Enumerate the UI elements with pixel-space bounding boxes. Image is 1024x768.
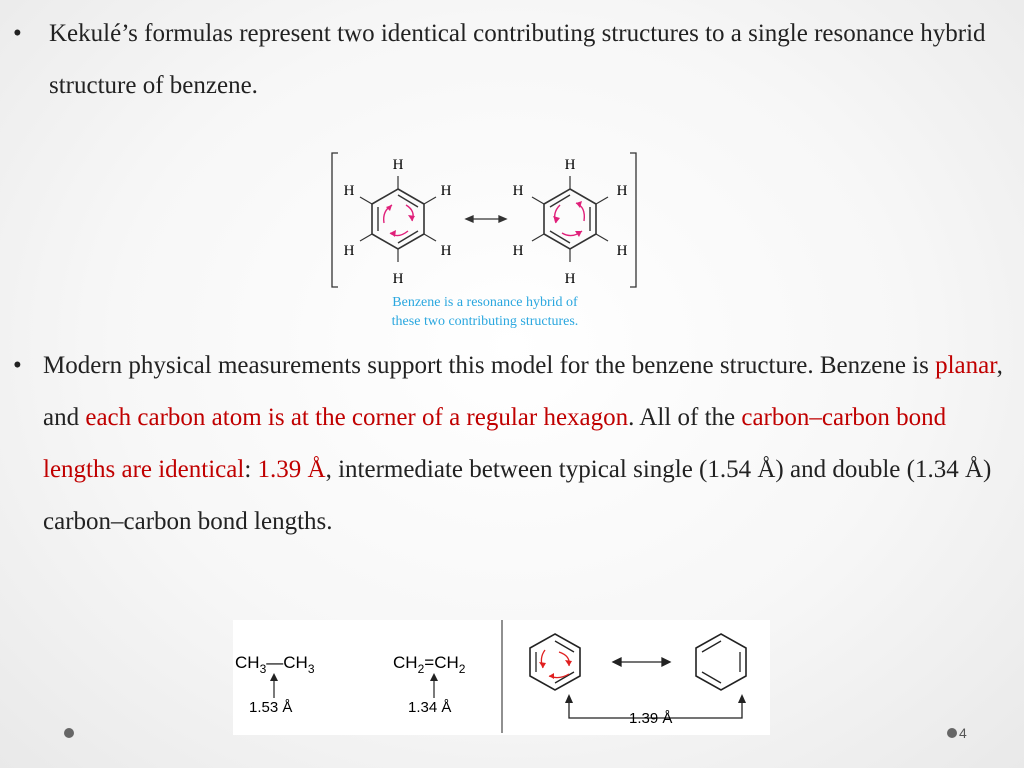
svg-text:H: H: [440, 243, 452, 259]
bullet-2-text-part: :: [244, 456, 258, 483]
footer-dot-right: [947, 728, 957, 738]
kekule-structures-figure: [320, 145, 650, 335]
svg-text:H: H: [343, 183, 355, 199]
benzene-resonance-left: [530, 634, 580, 690]
bullet-marker: •: [13, 352, 22, 379]
kekule-structure-2: [513, 157, 628, 287]
svg-text:H: H: [512, 243, 524, 259]
bond-length-diagram: [233, 620, 770, 735]
svg-text:H: H: [343, 243, 355, 259]
svg-text:CH2=CH2: $CH_2=CH_2$: [393, 653, 466, 676]
svg-text:CH3—CH3: $CH_3—CH_3$: [235, 653, 315, 676]
svg-text:H: H: [440, 183, 452, 199]
svg-text:H: H: [392, 157, 404, 173]
svg-text:H: H: [392, 271, 404, 287]
highlight-regular-hexagon: each carbon atom is at the corner of a regular hexagon: [85, 404, 629, 431]
svg-text:H: H: [616, 243, 628, 259]
page-number: 4: [959, 725, 967, 741]
figure-caption: [360, 293, 610, 331]
bullet-1-text: Kekulé’s formulas represent two identical contributing structures to a single resonance hybrid structure of benzene.: [49, 20, 986, 99]
resonance-arrow: [466, 216, 506, 222]
resonance-arrow-2: [613, 658, 670, 666]
svg-text:H: H: [512, 183, 524, 199]
kekule-structure-1: [344, 157, 452, 287]
svg-text:H: H: [616, 183, 628, 199]
caption-line-1: Benzene is a resonance hybrid of: [392, 295, 578, 310]
highlight-bond-length: 1.39 Å: [257, 456, 326, 483]
footer-dot-left: [64, 728, 74, 738]
bullet-marker: •: [13, 20, 22, 47]
svg-text:1.34 Å: 1.34 Å: [408, 699, 452, 716]
svg-text:1.39 Å: 1.39 Å: [629, 710, 673, 727]
highlight-identical-bonds: carbon–carbon bond lengths are identical: [43, 404, 947, 483]
bullet-2-text-part: , and: [43, 352, 1003, 431]
ethane-formula: [235, 653, 315, 716]
kekule-structures-diagram: [320, 145, 650, 290]
svg-text:H: H: [564, 271, 576, 287]
bullet-2-text: [43, 340, 1003, 548]
benzene-hybrid-right: [696, 634, 746, 690]
svg-text:1.53 Å: 1.53 Å: [249, 699, 293, 716]
ethene-formula: [393, 653, 466, 716]
caption-line-2: these two contributing structures.: [391, 314, 579, 329]
bond-length-figure: [233, 620, 770, 735]
highlight-planar: planar: [935, 352, 997, 379]
bullet-2-text-part: , intermediate between typical single (1.54 Å) and double (1.34 Å) carbon–carbon bond lengths.: [43, 456, 992, 535]
bullet-2-text-part: . All of the: [628, 404, 742, 431]
bullet-2-text-part: Modern physical measurements support this model for the benzene structure. Benzene is: [43, 352, 936, 379]
svg-text:H: H: [564, 157, 576, 173]
